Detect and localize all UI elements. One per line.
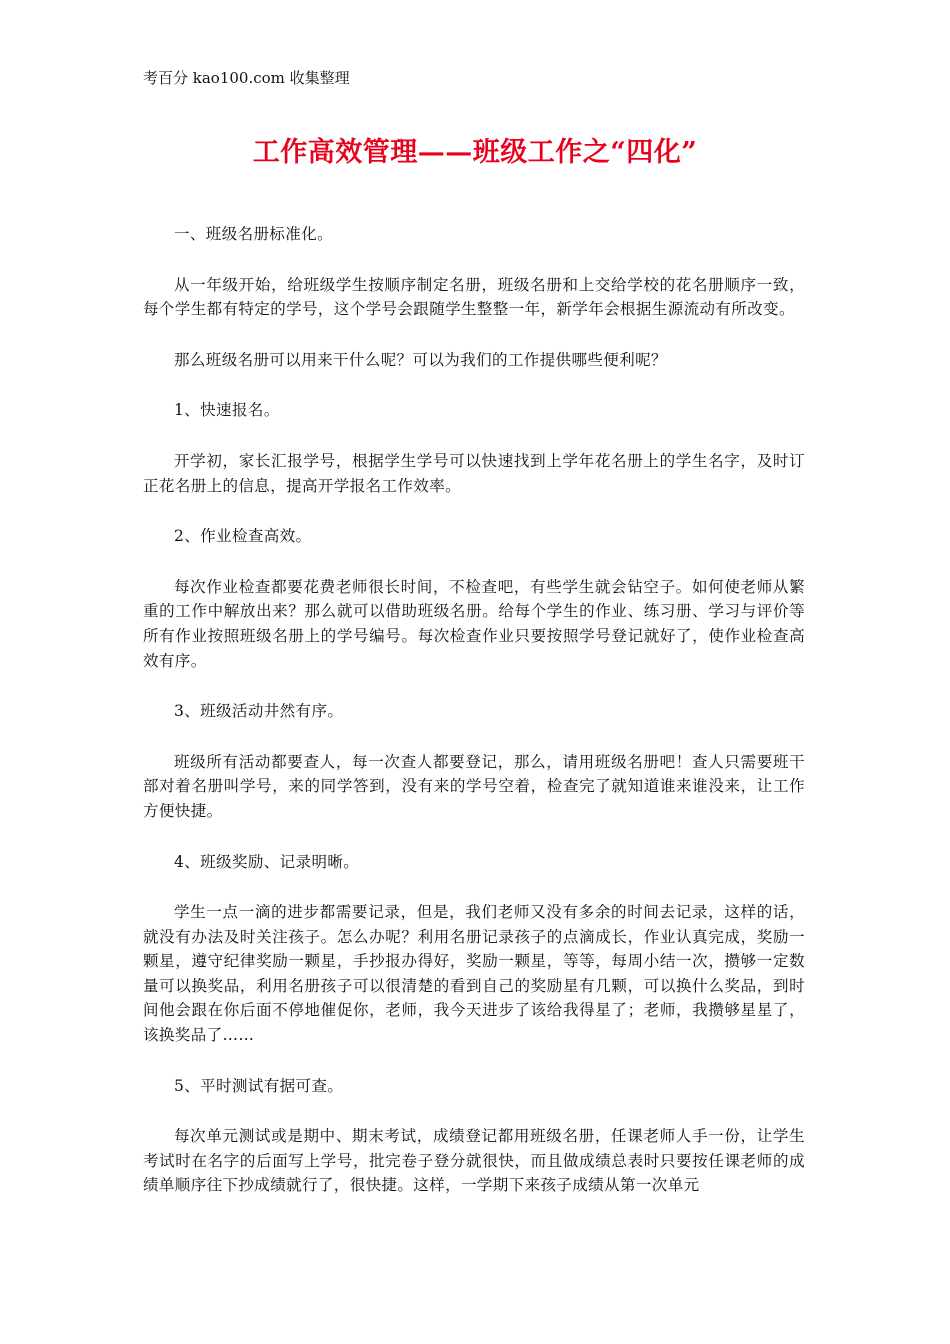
subheading-5: 5、平时测试有据可查。	[174, 1076, 344, 1095]
section-heading-1: 一、班级名册标准化。	[174, 225, 334, 243]
document-body	[143, 222, 805, 1224]
subheading-1: 1、快速报名。	[174, 401, 280, 420]
paragraph: 开学初，家长汇报学号，根据学生学号可以快速找到上学年花名册上的学生名字，及时订正花名册上的信息，提高开学报名工作效率。	[143, 451, 805, 495]
subheading-2: 2、作业检查高效。	[174, 527, 312, 546]
subheading-3: 3、班级活动井然有序。	[174, 702, 344, 721]
paragraph: 学生一点一滴的进步都需要记录，但是，我们老师又没有多余的时间去记录，这样的话，就没有办法及时关注孩子。怎么办呢？利用名册记录孩子的点滴成长，作业认真完成，奖励一颗星，遵守纪律奖励一颗星，手抄报办得好，奖励一颗星，等等，每周小结一次，攒够一定数量可以换奖品，利用名册孩子可以很清楚的看到自己的奖励星有几颗，可以换什么奖品，到时间他会跟在你后面不停地催促你，老师，我今天进步了该给我得星了；老师，我攒够星星了，该换奖品了……	[143, 903, 805, 1045]
paragraph: 每次作业检查都要花费老师很长时间，不检查吧，有些学生就会钻空子。如何使老师从繁重的工作中解放出来？那么就可以借助班级名册。给每个学生的作业、练习册、学习与评价等所有作业按照班级名册上的学号编号。每次检查作业只要按照学号登记就好了，使作业检查高效有序。	[143, 577, 805, 670]
subheading-4: 4、班级奖励、记录明晰。	[174, 852, 360, 871]
paragraph: 班级所有活动都要查人，每一次查人都要登记，那么，请用班级名册吧！查人只需要班干部对着名册叫学号，来的同学答到，没有来的学号空着，检查完了就知道谁来谁没来，让工作方便快捷。	[143, 752, 805, 820]
paragraph: 从一年级开始，给班级学生按顺序制定名册，班级名册和上交给学校的花名册顺序一致，每个学生都有特定的学号，这个学号会跟随学生整整一年，新学年会根据生源流动有所改变。	[143, 275, 805, 319]
paragraph: 每次单元测试或是期中、期末考试，成绩登记都用班级名册，任课老师人手一份，让学生考试时在名字的后面写上学号，批完卷子登分就很快，而且做成绩总表时只要按任课老师的成绩单顺序往下抄成绩就行了，很快捷。这样，一学期下来孩子成绩从第一次单元	[143, 1127, 805, 1195]
paragraph: 那么班级名册可以用来干什么呢？可以为我们的工作提供哪些便利呢？	[174, 350, 667, 369]
document-title: 工作高效管理——班级工作之“四化”	[252, 137, 698, 168]
source-note: 考百分 kao100.com 收集整理	[143, 69, 350, 87]
